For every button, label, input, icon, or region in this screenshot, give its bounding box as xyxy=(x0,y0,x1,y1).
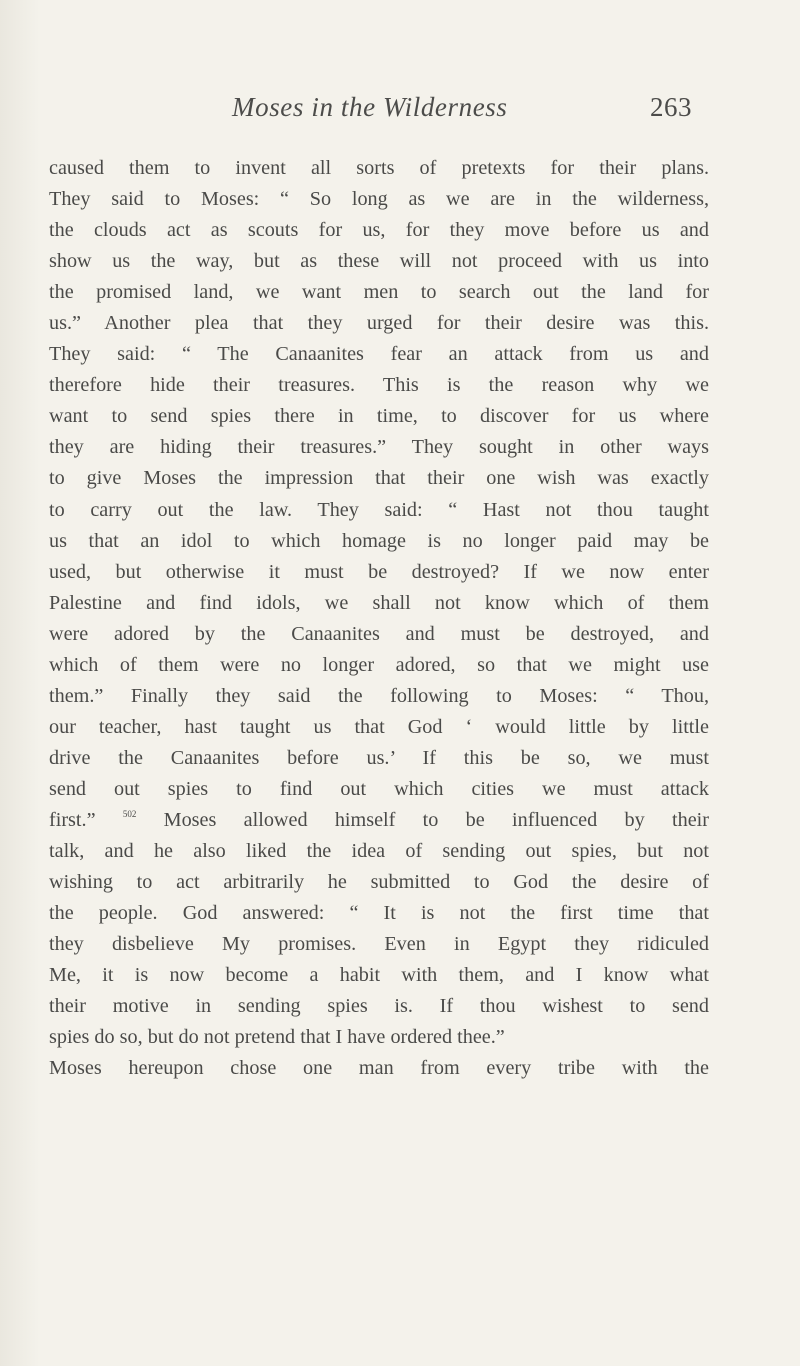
text-line: drive the Canaanites before us.’ If this be so, we must xyxy=(49,746,709,769)
text-line: them.” Finally they said the following to Moses: “ Thou, xyxy=(49,684,709,707)
text-line: us that an idol to which homage is no longer paid may be xyxy=(49,529,709,552)
text-line: which of them were no longer adored, so that we might use xyxy=(49,653,709,676)
text-line: Moses hereupon chose one man from every tribe with the xyxy=(49,1057,709,1080)
text-line: the people. God answered: “ It is not the first time that xyxy=(49,902,709,925)
text-line: our teacher, hast taught us that God ‘ would little by little xyxy=(49,715,709,738)
text-line: were adored by the Canaanites and must be destroyed, and xyxy=(49,622,709,645)
text-line: wishing to act arbitrarily he submitted to God the desire of xyxy=(49,871,709,894)
line-start: first.” xyxy=(49,808,96,831)
page-number: 263 xyxy=(650,92,692,122)
running-head xyxy=(0,92,800,132)
text-line: the clouds act as scouts for us, for they move before us and xyxy=(49,219,709,242)
text-line: They said to Moses: “ So long as we are in the wilderness, xyxy=(49,188,709,211)
text-line: they are hiding their treasures.” They sought in other ways xyxy=(49,436,709,459)
text-line: spies do so, but do not pretend that I have ordered thee.” xyxy=(49,1026,505,1049)
footnote-reference: 502 xyxy=(122,808,137,819)
body-text xyxy=(49,153,709,1084)
text-line: used, but otherwise it must be destroyed? If we now enter xyxy=(49,560,709,583)
text-line-with-footnote xyxy=(49,805,709,836)
text-line: Palestine and find idols, we shall not know which of them xyxy=(49,591,709,614)
text-line: to give Moses the impression that their one wish was exactly xyxy=(49,467,709,490)
text-line: their motive in sending spies is. If thou wishest to send xyxy=(49,995,709,1018)
text-line: Me, it is now become a habit with them, and I know what xyxy=(49,964,709,987)
text-line: show us the way, but as these will not proceed with us into xyxy=(49,250,709,273)
text-line: the promised land, we want men to search out the land for xyxy=(49,281,709,304)
text-line: to carry out the law. They said: “ Hast not thou taught xyxy=(49,498,709,521)
text-line: They said: “ The Canaanites fear an attack from us and xyxy=(49,343,709,366)
text-line: us.” Another plea that they urged for their desire was this. xyxy=(49,312,709,335)
text-line: they disbelieve My promises. Even in Egypt they ridiculed xyxy=(49,933,709,956)
text-line: talk, and he also liked the idea of sending out spies, but not xyxy=(49,840,709,863)
text-line: send out spies to find out which cities we must attack xyxy=(49,777,709,800)
text-line: want to send spies there in time, to discover for us where xyxy=(49,405,709,428)
text-line: therefore hide their treasures. This is the reason why we xyxy=(49,374,709,397)
line-end: Moses allowed himself to be influenced by their xyxy=(163,808,709,831)
running-title: Moses in the Wilderness xyxy=(232,92,508,122)
text-line: caused them to invent all sorts of pretexts for their plans. xyxy=(49,157,709,179)
